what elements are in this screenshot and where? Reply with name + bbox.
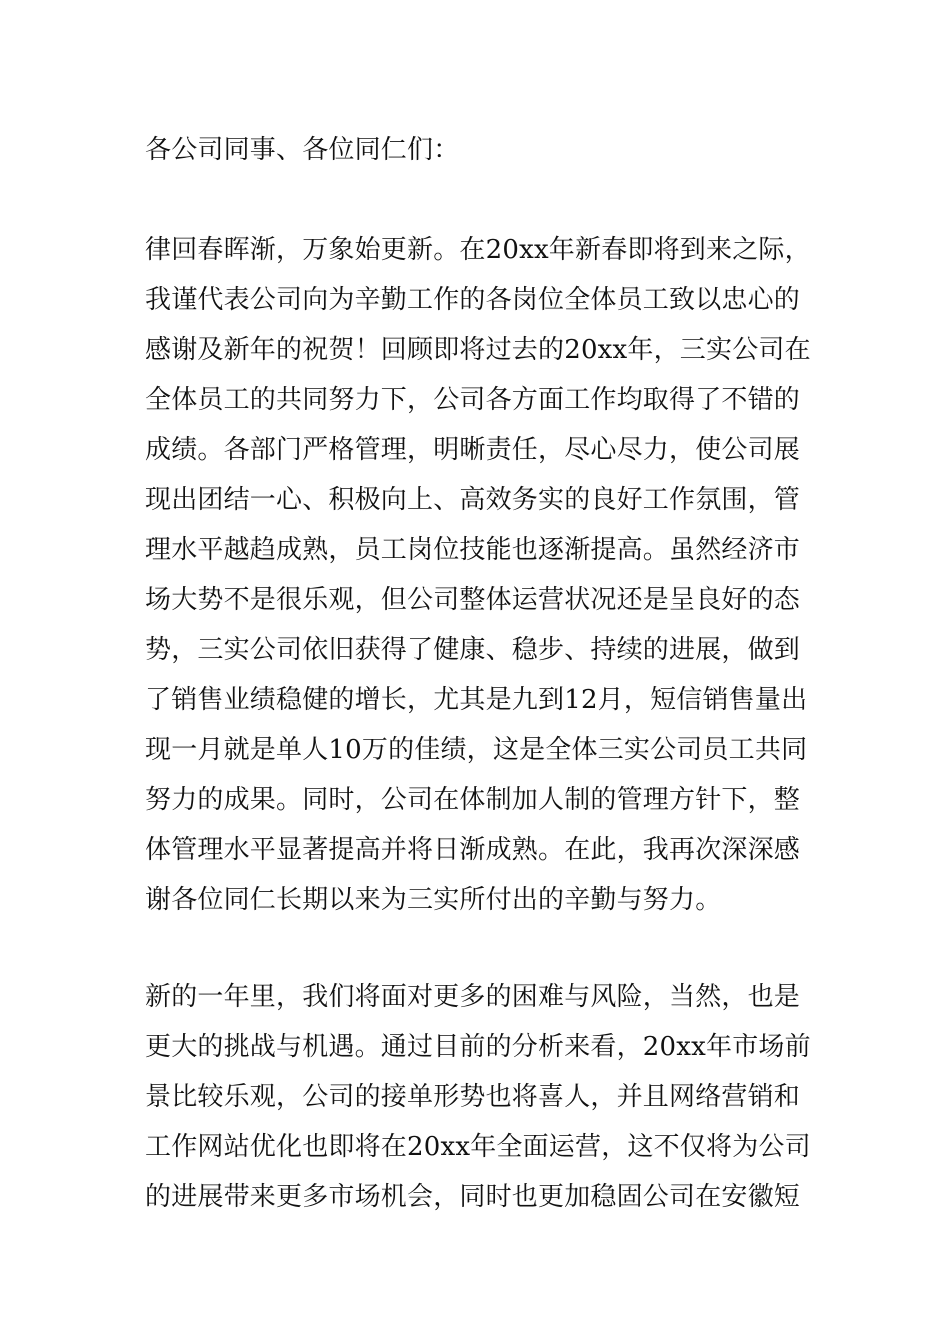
text-line: 现一月就是单人10万的佳绩，这是全体三实公司员工共同	[145, 735, 808, 765]
text-line: 律回春晖渐，万象始更新。在20xx年新春即将到来之际，	[145, 235, 811, 265]
body-paragraph-1	[145, 225, 815, 925]
text-line: 体管理水平显著提高并将日渐成熟。在此，我再次深深感	[145, 835, 801, 865]
body-paragraph-2	[145, 972, 815, 1222]
text-line: 新的一年里，我们将面对更多的困难与风险，当然，也是	[145, 982, 801, 1012]
text-line: 全体员工的共同努力下，公司各方面工作均取得了不错的	[145, 385, 801, 415]
text-line: 感谢及新年的祝贺！回顾即将过去的20xx年，三实公司在	[145, 335, 811, 365]
text-line: 谢各位同仁长期以来为三实所付出的辛勤与努力。	[145, 885, 722, 915]
text-line: 理水平越趋成熟，员工岗位技能也逐渐提高。虽然经济市	[145, 535, 801, 565]
text-line: 成绩。各部门严格管理，明晰责任，尽心尽力，使公司展	[145, 435, 801, 465]
text-line: 场大势不是很乐观，但公司整体运营状况还是呈良好的态	[145, 585, 801, 615]
text-line: 的进展带来更多市场机会，同时也更加稳固公司在安徽短	[145, 1182, 801, 1212]
text-line: 了销售业绩稳健的增长，尤其是九到12月，短信销售量出	[145, 685, 808, 715]
text-line: 势，三实公司依旧获得了健康、稳步、持续的进展，做到	[145, 635, 801, 665]
greeting-paragraph	[145, 125, 815, 175]
text-line: 努力的成果。同时，公司在体制加人制的管理方针下，整	[145, 785, 801, 815]
text-line: 工作网站优化也即将在20xx年全面运营，这不仅将为公司	[145, 1132, 811, 1162]
text-line: 现出团结一心、积极向上、高效务实的良好工作氛围，管	[145, 485, 801, 515]
text-line: 我谨代表公司向为辛勤工作的各岗位全体员工致以忠心的	[145, 285, 801, 315]
text-line: 更大的挑战与机遇。通过目前的分析来看，20xx年市场前	[145, 1032, 811, 1062]
text-line: 景比较乐观，公司的接单形势也将喜人，并且网络营销和	[145, 1082, 801, 1112]
greeting-line: 各公司同事、各位同仁们：	[145, 135, 460, 165]
